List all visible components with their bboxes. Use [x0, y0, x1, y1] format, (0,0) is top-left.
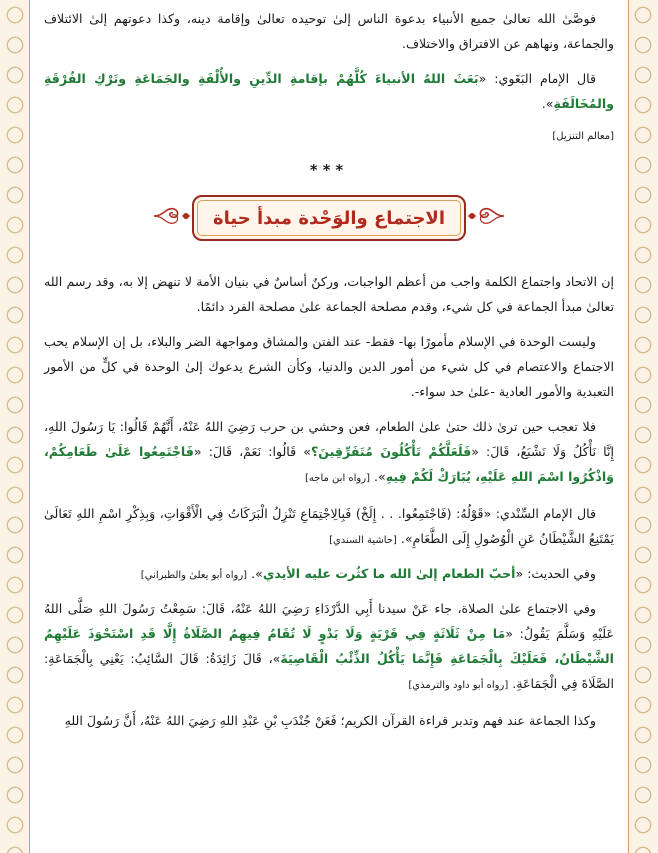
paragraph-text: فوصَّىٰ الله تعالىٰ جميع الأنبياء بدعوة الناس إلىٰ توحيده تعالىٰ وإقامة دينه، وكذا دعوتهم إلىٰ الائتلاف والجماعة، ونهاهم عن الافتراق والاختلاف.: [44, 11, 614, 51]
paragraph-text: وليست الوحدة في الإسلام مأمورًا بها- فقط- عند الفتن والمشاق ومواجهة الضر والبلاء، بل إن الإسلام يحب الاجتماع والاعتصام في كل شيء من أمور الدين والدنيا، وكأن الشرع يدعوك إلىٰ الوحدة في كلٍّ من الأمور التعبدية والأمور العادية -علىٰ حد سواء-.: [44, 334, 614, 399]
decorative-border-right: [628, 0, 658, 853]
hadith-close: ».: [251, 566, 263, 581]
title-ornament-left-icon: [154, 203, 194, 229]
reference-citation: [رواه أبو يعلىٰ والطبراني]: [140, 570, 248, 581]
quote-intro: قال الإمام البَغَوي: «: [478, 71, 596, 86]
decorative-border-left: [0, 0, 30, 853]
hadith-close: ».: [374, 469, 386, 484]
reference-citation: [رواه أبو داود والترمذي]: [408, 680, 509, 691]
hadith-middle: » قَالُوا: نَعَمْ، قَالَ: «: [193, 444, 311, 459]
reference-citation: [معالم التنزيل]: [552, 131, 614, 142]
hadith-close: »، قَالَ زَائِدَةُ: قَالَ السَّائِبُ: يَعْنِي بِالْجَمَاعَةِ: الصَّلَاةَ فِي الْجَمَاعَةِ.: [44, 651, 614, 691]
reference-citation: [حاشية السندي]: [329, 535, 397, 546]
reference-citation: [رواه ابن ماجه]: [305, 473, 370, 484]
paragraph-text: وكذا الجماعة عند فهم وتدبر قراءة القرآن الكريم؛ فَعَنْ جُنْدَبِ بْنِ عَبْدِ اللهِ رَضِيَ اللهُ عَنْهُ، أَنَّ رَسُولَ اللهِ: [64, 713, 596, 728]
paragraph-quran-gathering: [44, 708, 614, 733]
paragraph-unity-in-islam: [44, 329, 614, 404]
hadith-quote: مَا مِنْ ثَلَاثَةٍ فِي قَرْيَةٍ وَلَا بَدْوٍ لَا تُقَامُ فِيهِمُ الصَّلَاةُ إِلَّا قَدِ اسْتَحْوَذَ عَلَيْهِمُ الشَّيْطَانُ، فَعَلَيْكَ بِالْجَمَاعَةِ فَإِنَّمَا يَأْكُلُ الذِّئْبُ الْقَاصِيَةَ: [44, 626, 614, 666]
hadith-intro: وفي الحديث: «: [515, 566, 596, 581]
section-separator: ***: [309, 161, 349, 179]
paragraph-baghawi-quote: [44, 66, 614, 116]
paragraph-unity-duty: [44, 269, 614, 319]
quote-text: بَعَثَ اللهُ الأنبياءَ كُلَّهُمْ بإقامةِ الدِّينِ والأُلْفَةِ والجَمَاعَةِ وتَرْكِ الفُرْقَةِ والمُخَالَفَةِ: [44, 71, 614, 111]
paragraph-food-hands-hadith: [44, 561, 614, 588]
hadith-intro: وفي الاجتماع علىٰ الصلاة، جاء عَنْ سيدنا أَبِي الدَّرْدَاءِ رَضِيَ اللهُ عَنْهُ، قَالَ: سَمِعْتُ رَسُولَ اللهِ صَلَّى اللهُ عَلَيْهِ وَسَلَّمَ يَقُولُ: «: [44, 601, 614, 641]
paragraph-prayer-hadith: [44, 596, 614, 698]
page-content: [44, 0, 614, 853]
title-ornament-right-icon: [464, 203, 504, 229]
reference-line: [44, 122, 614, 149]
section-heading: [44, 189, 614, 245]
hadith-quote-2: فَاجْتَمِعُوا عَلَىٰ طَعَامِكُمْ، وَاذْكُرُوا اسْمَ اللهِ عَلَيْهِ، يُبَارَكْ لَكُمْ فِيهِ: [44, 444, 614, 484]
paragraph-prophets-call: [44, 6, 614, 56]
quote-close: ».: [541, 96, 554, 111]
hadith-quote: أحبّ الطعام إلىٰ الله ما كثُرت عليه الأيدي: [262, 566, 516, 581]
paragraph-text: قال الإمام السِّنْدي: «قَوْلُهُ: (فَاجْتَمِعُوا. . . إِلَخْ) فَبِالِاجْتِمَاعِ تَنْزِلُ الْبَرَكَاتُ فِي الْأَقْوَاتِ، وَبِذِكْرِ اسْمِ اللهِ تَعَالَىٰ يَمْتَنِعُ الشَّيْطَانُ عَنِ الْوُصُولِ إِلَى الطَّعَامِ».: [44, 506, 614, 546]
hadith-intro: فلا تعجب حين ترىٰ ذلك حتىٰ علىٰ الطعام، فعن وحشي بن حرب رَضِيَ اللهُ عَنْهُ، أَنَّهُمْ قَالُوا: يَا رَسُولَ اللهِ، إِنَّا نَأْكُلُ وَلَا نَشْبَعُ، قَالَ: «: [44, 419, 614, 459]
hadith-quote-1: فَلَعَلَّكُمْ تَأْكُلُونَ مُتَفَرِّقِينَ؟: [310, 444, 472, 459]
paragraph-sindi-commentary: [44, 501, 614, 553]
title-frame: [192, 195, 466, 241]
paragraph-food-hadith: [44, 414, 614, 491]
paragraph-text: إن الاتحاد واجتماع الكلمة واجب من أعظم الواجبات، وركنٌ أساسٌ في بنيان الأمة لا تنهض إلا به، وقد رسم الله تعالىٰ مبدأ الجماعة في كل شيء، وقدم مصلحة الجماعة علىٰ مصلحة الفرد دائمًا.: [44, 274, 614, 314]
section-title: الاجتماع والوَحْدة مبدأ حياة: [213, 207, 445, 229]
